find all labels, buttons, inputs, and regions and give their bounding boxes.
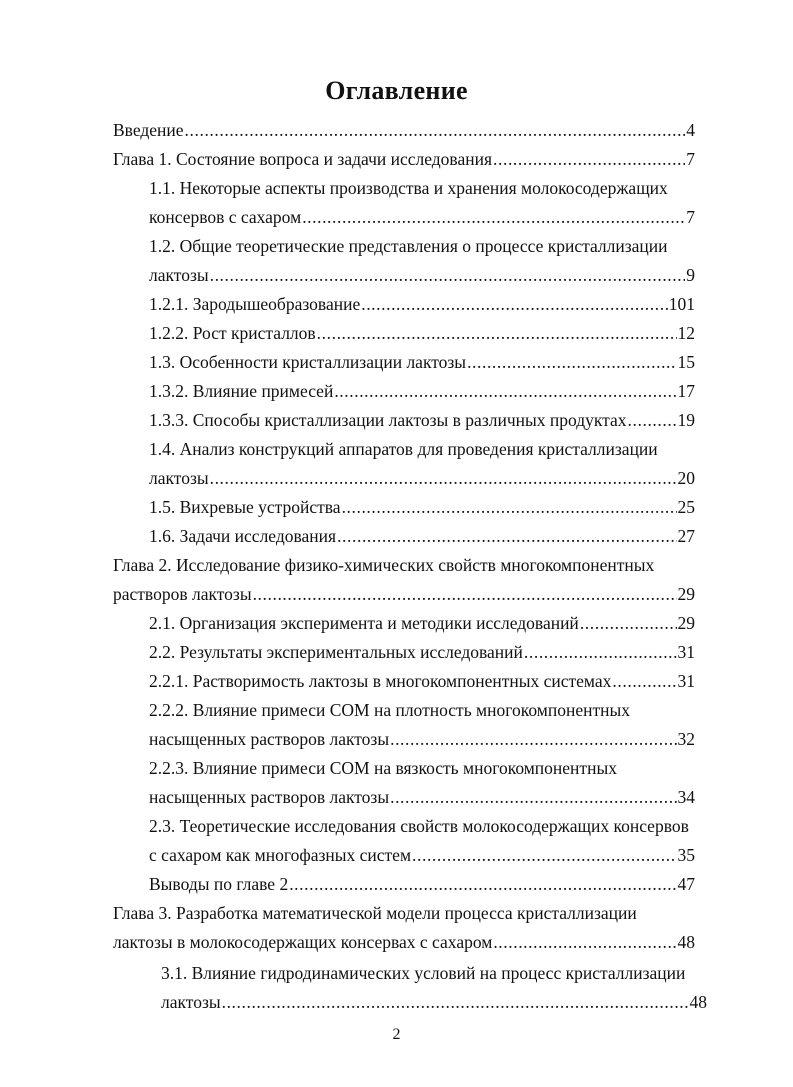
toc-entry-page: 7 xyxy=(686,207,695,227)
toc-entry-title: 1.6. Задачи исследования xyxy=(149,526,337,546)
toc-entry-2-2-2-line1[interactable] xyxy=(149,697,630,723)
toc-entry-title: 1.5. Вихревые устройства xyxy=(149,497,341,517)
leader-dots xyxy=(390,784,676,810)
toc-entry-page: 31 xyxy=(677,671,695,691)
leader-dots xyxy=(253,581,677,607)
toc-entry-title: 1.4. Анализ конструкций аппаратов для проведения кристаллизации xyxy=(149,439,658,459)
toc-entry-title: 1.3.2. Влияние примесей xyxy=(149,381,334,401)
leader-dots xyxy=(467,349,676,375)
toc-entry-introduction[interactable] xyxy=(113,117,695,143)
toc-entry-title-cont: лактозы в молокосодержащих консервах с сахаром xyxy=(113,932,493,952)
toc-entry-1-2-line1[interactable] xyxy=(149,233,668,259)
toc-entry-1-3[interactable] xyxy=(149,349,695,375)
leader-dots xyxy=(289,871,676,897)
toc-entry-page: 15 xyxy=(677,352,695,372)
toc-entry-2-3[interactable] xyxy=(149,842,695,868)
toc-entry-title: 1.3. Особенности кристаллизации лактозы xyxy=(149,352,467,372)
toc-entry-page: 47 xyxy=(677,874,695,894)
toc-entry-page: 27 xyxy=(677,526,695,546)
leader-dots xyxy=(412,842,676,868)
toc-entry-chapter-3[interactable] xyxy=(113,929,695,955)
leader-dots xyxy=(612,668,676,694)
toc-entry-page: 4 xyxy=(686,120,695,140)
toc-entry-page: 29 xyxy=(677,613,695,633)
toc-entry-page: 48 xyxy=(689,992,707,1012)
toc-entry-title-cont: лактозы xyxy=(149,265,209,285)
toc-entry-page: 32 xyxy=(677,729,695,749)
toc-entry-3-1-line1[interactable] xyxy=(161,960,685,986)
toc-entry-title: 2.1. Организация эксперимента и методики исследований xyxy=(149,613,579,633)
toc-entry-title-cont: насыщенных растворов лактозы xyxy=(149,729,390,749)
toc-entry-page: 17 xyxy=(677,381,695,401)
toc-entry-title: 2.2.3. Влияние примеси СОМ на вязкость многокомпонентных xyxy=(149,758,617,778)
toc-entry-title: 2.3. Теоретические исследования свойств молокосодержащих консервов xyxy=(149,816,689,836)
toc-entry-3-1[interactable] xyxy=(161,989,707,1015)
toc-entry-chapter-2-line1[interactable] xyxy=(113,552,654,578)
leader-dots xyxy=(210,465,677,491)
leader-dots xyxy=(334,378,676,404)
toc-entry-page: 25 xyxy=(677,497,695,517)
leader-dots xyxy=(185,117,686,143)
leader-dots xyxy=(628,407,677,433)
toc-entry-page: 9 xyxy=(686,265,695,285)
toc-entry-title: 2.2.1. Растворимость лактозы в многокомпонентных системах xyxy=(149,671,612,691)
toc-entry-2-3-line1[interactable] xyxy=(149,813,689,839)
toc-entry-page: 31 xyxy=(677,642,695,662)
toc-entry-1-2-2[interactable] xyxy=(149,320,695,346)
toc-entry-1-5[interactable] xyxy=(149,494,695,520)
toc-entry-title: 3.1. Влияние гидродинамических условий на процесс кристаллизации xyxy=(161,963,686,983)
leader-dots xyxy=(390,726,676,752)
toc-entry-page: 29 xyxy=(677,584,695,604)
leader-dots xyxy=(222,989,689,1015)
toc-entry-page: 101 xyxy=(668,294,695,314)
toc-entry-page: 35 xyxy=(677,845,695,865)
toc-entry-title-cont: насыщенных растворов лактозы xyxy=(149,787,390,807)
toc-entry-title: Глава 2. Исследование физико-химических свойств многокомпонентных xyxy=(113,555,655,575)
toc-entry-1-3-2[interactable] xyxy=(149,378,695,404)
toc-entry-title-cont: лактозы xyxy=(161,992,221,1012)
toc-entry-conclusions-ch2[interactable] xyxy=(149,871,695,897)
toc-entry-title-cont: лактозы xyxy=(149,468,209,488)
toc-entry-2-2-2[interactable] xyxy=(149,726,695,752)
leader-dots xyxy=(361,291,668,317)
toc-entry-2-2-3[interactable] xyxy=(149,784,695,810)
leader-dots xyxy=(493,929,676,955)
toc-entry-title-cont: консервов с сахаром xyxy=(149,207,302,227)
toc-entry-title: Введение xyxy=(113,120,184,140)
toc-entry-1-3-3[interactable] xyxy=(149,407,695,433)
toc-entry-title-cont: с сахаром как многофазных систем xyxy=(149,845,412,865)
toc-entry-2-2-3-line1[interactable] xyxy=(149,755,617,781)
leader-dots xyxy=(210,262,686,288)
toc-entry-chapter-1[interactable] xyxy=(113,146,695,172)
toc-entry-1-4[interactable] xyxy=(149,465,695,491)
toc-entry-1-2[interactable] xyxy=(149,262,695,288)
toc-entry-1-2-1[interactable] xyxy=(149,291,695,317)
toc-entry-chapter-3-line1[interactable] xyxy=(113,900,637,926)
page-title: Оглавление xyxy=(325,76,468,105)
toc-entry-1-1-line1[interactable] xyxy=(149,175,668,201)
leader-dots xyxy=(302,204,685,230)
toc-entry-page: 20 xyxy=(677,468,695,488)
page-number: 2 xyxy=(392,1026,401,1043)
toc-entry-1-6[interactable] xyxy=(149,523,695,549)
leader-dots xyxy=(493,146,685,172)
leader-dots xyxy=(524,639,677,665)
toc-entry-title: 1.3.3. Способы кристаллизации лактозы в различных продуктах xyxy=(149,410,627,430)
toc-entry-chapter-2[interactable] xyxy=(113,581,695,607)
toc-entry-1-1[interactable] xyxy=(149,204,695,230)
toc-entry-title: Глава 1. Состояние вопроса и задачи исследования xyxy=(113,149,493,169)
toc-entry-page: 34 xyxy=(677,787,695,807)
toc-entry-page: 19 xyxy=(677,410,695,430)
leader-dots xyxy=(317,320,677,346)
toc-entry-title: 1.2. Общие теоретические представления о процессе кристаллизации xyxy=(149,236,668,256)
toc-entry-2-2[interactable] xyxy=(149,639,695,665)
toc-entry-page: 7 xyxy=(686,149,695,169)
leader-dots xyxy=(580,610,677,636)
toc-entry-title: 1.2.2. Рост кристаллов xyxy=(149,323,316,343)
toc-entry-title: Глава 3. Разработка математической модели процесса кристаллизации xyxy=(113,903,637,923)
toc-entry-page: 12 xyxy=(677,323,695,343)
leader-dots xyxy=(342,494,677,520)
toc-entry-2-1[interactable] xyxy=(149,610,695,636)
leader-dots xyxy=(337,523,676,549)
toc-entry-title: 2.2.2. Влияние примеси СОМ на плотность многокомпонентных xyxy=(149,700,630,720)
toc-entry-2-2-1[interactable] xyxy=(149,668,695,694)
toc-entry-page: 48 xyxy=(677,932,695,952)
toc-entry-title: 2.2. Результаты экспериментальных исследований xyxy=(149,642,523,662)
toc-entry-title-cont: растворов лактозы xyxy=(113,584,252,604)
toc-entry-title: 1.2.1. Зародышеобразование xyxy=(149,294,361,314)
toc-entry-title: Выводы по главе 2 xyxy=(149,874,289,894)
toc-entry-1-4-line1[interactable] xyxy=(149,436,658,462)
toc-entry-title: 1.1. Некоторые аспекты производства и хранения молокосодержащих xyxy=(149,178,668,198)
